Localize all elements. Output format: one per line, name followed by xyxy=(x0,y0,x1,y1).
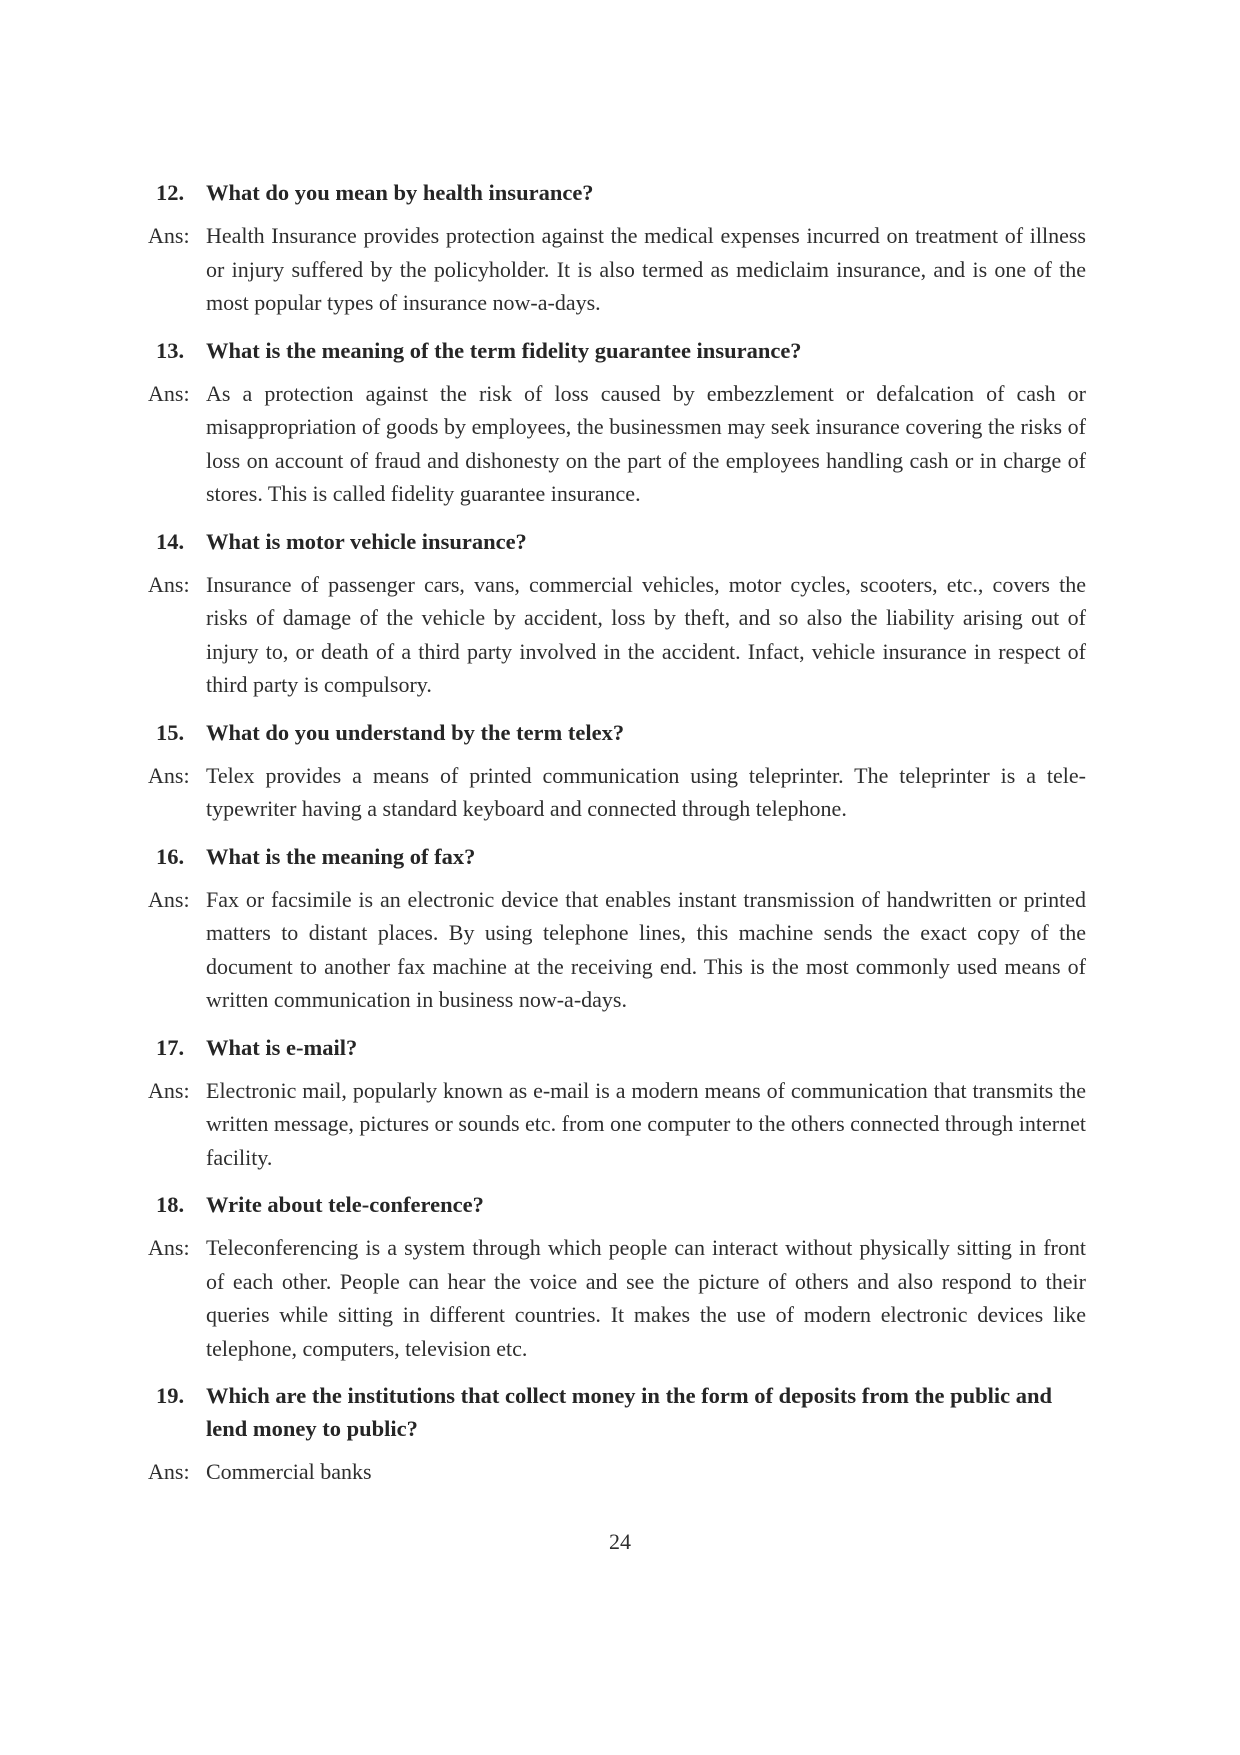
qa-item-12 xyxy=(148,176,1086,320)
question-text: What do you mean by health insurance? xyxy=(206,180,594,205)
answer-text: Telex provides a means of printed communication using teleprinter. The teleprinter is a tele-typewriter having a standard keyboard and connected through telephone. xyxy=(206,762,1086,821)
question-text: What is e-mail? xyxy=(206,1034,358,1060)
answer-label: Ans: xyxy=(148,762,190,788)
answer-label: Ans: xyxy=(148,380,190,406)
answer-text: Insurance of passenger cars, vans, commercial vehicles, motor cycles, scooters, etc., covers the risks of damage of the vehicle by accident, loss by theft, and so also the liability arising out of injury to, or death of a third party involved in the accident. Infact, vehicle insurance in respect of third party is compulsory. xyxy=(206,571,1086,697)
answer-label: Ans: xyxy=(148,223,190,248)
qa-item-19 xyxy=(148,1379,1086,1489)
question-text: Which are the institutions that collect money in the form of deposits from the public and lend money to public? xyxy=(206,1383,1053,1441)
answer-19 xyxy=(148,1455,1086,1489)
question-number: 19. xyxy=(156,1383,185,1408)
question-number: 13. xyxy=(156,337,185,363)
question-12 xyxy=(148,176,1086,209)
qa-list xyxy=(148,176,1086,1503)
answer-12 xyxy=(148,219,1086,320)
question-number: 17. xyxy=(156,1034,185,1060)
question-number: 12. xyxy=(156,180,185,205)
answer-text: As a protection against the risk of loss caused by embezzlement or defalcation of cash or misappropriation of goods by employees, the businessmen may seek insurance covering the risks of loss on account of fraud and dishonesty on the part of the employees handling cash or in charge of stores. This is called fidelity guarantee insurance. xyxy=(206,380,1086,506)
answer-17 xyxy=(148,1074,1086,1175)
question-text: What is the meaning of fax? xyxy=(206,843,476,869)
question-14 xyxy=(148,525,1086,558)
question-text: Write about tele-conference? xyxy=(206,1192,484,1217)
answer-label: Ans: xyxy=(148,1077,190,1103)
question-text: What is the meaning of the term fidelity guarantee insurance? xyxy=(206,337,802,363)
question-number: 18. xyxy=(156,1192,185,1217)
question-number: 14. xyxy=(156,528,185,554)
answer-label: Ans: xyxy=(148,1235,190,1260)
page-number: 24 xyxy=(609,1529,631,1554)
answer-18 xyxy=(148,1231,1086,1365)
qa-item-17 xyxy=(148,1031,1086,1175)
question-text: What is motor vehicle insurance? xyxy=(206,528,527,554)
answer-14 xyxy=(148,568,1086,702)
question-17 xyxy=(148,1031,1086,1064)
qa-item-14 xyxy=(148,525,1086,702)
question-number: 16. xyxy=(156,843,185,869)
qa-item-18 xyxy=(148,1188,1086,1365)
answer-label: Ans: xyxy=(148,1459,190,1484)
question-19 xyxy=(148,1379,1086,1445)
question-text: What do you understand by the term telex? xyxy=(206,719,625,745)
answer-13 xyxy=(148,377,1086,511)
answer-text: Health Insurance provides protection against the medical expenses incurred on treatment of illness or injury suffered by the policyholder. It is also termed as mediclaim insurance, and is one of the most popular types of insurance now-a-days. xyxy=(206,223,1086,315)
question-16 xyxy=(148,840,1086,873)
question-18 xyxy=(148,1188,1086,1221)
qa-item-15 xyxy=(148,716,1086,826)
qa-item-16 xyxy=(148,840,1086,1017)
question-13 xyxy=(148,334,1086,367)
qa-item-13 xyxy=(148,334,1086,511)
answer-label: Ans: xyxy=(148,886,190,912)
answer-15 xyxy=(148,759,1086,826)
answer-text: Fax or facsimile is an electronic device that enables instant transmission of handwritten or printed matters to distant places. By using telephone lines, this machine sends the exact copy of the document to another fax machine at the receiving end. This is the most commonly used means of written communication in business now-a-days. xyxy=(206,886,1086,1012)
question-number: 15. xyxy=(156,719,185,745)
answer-label: Ans: xyxy=(148,571,190,597)
answer-16 xyxy=(148,883,1086,1017)
answer-text: Commercial banks xyxy=(206,1459,372,1484)
answer-text: Teleconferencing is a system through which people can interact without physically sitting in front of each other. People can hear the voice and see the picture of others and also respond to their queries while sitting in different countries. It makes the use of modern electronic devices like telephone, computers, television etc. xyxy=(206,1235,1086,1361)
question-15 xyxy=(148,716,1086,749)
answer-text: Electronic mail, popularly known as e-mail is a modern means of communication that transmits the written message, pictures or sounds etc. from one computer to the others connected through internet facility. xyxy=(206,1077,1086,1170)
